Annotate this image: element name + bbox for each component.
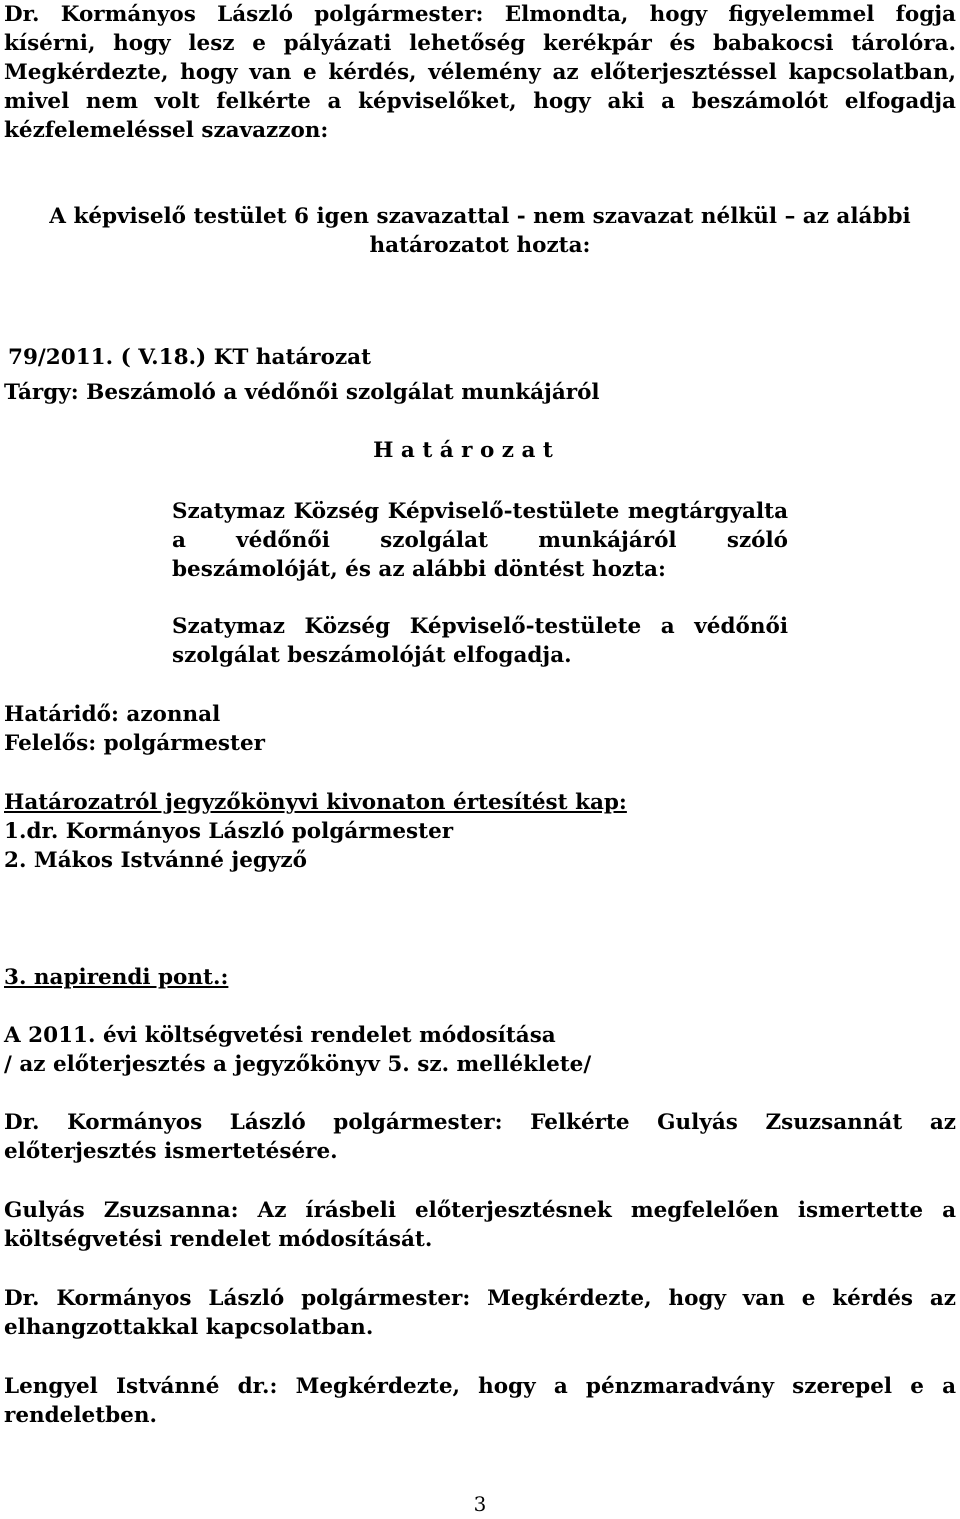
paragraph xyxy=(4,1372,956,1430)
vote-result xyxy=(4,202,956,260)
paragraph-line: rendeletben. xyxy=(4,1403,157,1428)
notify-heading-text: Határozatról jegyzőkönyvi kivonaton értesítést kap: xyxy=(4,790,627,815)
vote-line-1: A képviselő testület 6 igen szavazattal - nem szavazat nélkül – az alábbi xyxy=(49,204,911,229)
agenda-label-text: 3. napirendi pont.: xyxy=(4,965,229,990)
agenda-title: A 2011. évi költségvetési rendelet módosítása xyxy=(4,1023,556,1048)
resolution-paragraph-1 xyxy=(172,497,788,584)
intro-paragraph xyxy=(4,0,956,145)
notify-item: 2. Mákos Istvánné jegyző xyxy=(4,848,307,873)
resolution-line: beszámolóját, és az alábbi döntést hozta: xyxy=(172,557,666,582)
notify-heading xyxy=(4,788,956,817)
intro-line: kísérni, hogy lesz e pályázati lehetőség kerékpár és babakocsi tárolóra. xyxy=(4,31,956,56)
responsible: Felelős: polgármester xyxy=(4,731,265,756)
resolution-paragraph-2 xyxy=(172,612,788,670)
intro-line: kézfelemeléssel szavazzon: xyxy=(4,118,329,143)
intro-line: mivel nem volt felkérte a képviselőket, hogy aki a beszámolót elfogadja xyxy=(4,89,956,114)
notify-item: 1.dr. Kormányos László polgármester xyxy=(4,819,454,844)
paragraph-line: Dr. Kormányos László polgármester: Felkérte Gulyás Zsuzsannát az xyxy=(4,1110,956,1135)
resolution-line: Szatymaz Község Képviselő-testülete a védőnői xyxy=(172,614,788,639)
resolution-line: Szatymaz Község Képviselő-testülete megtárgyalta xyxy=(172,499,788,524)
intro-line: Dr. Kormányos László polgármester: Elmondta, hogy figyelemmel fogja xyxy=(4,2,956,27)
page-number: 3 xyxy=(473,1492,487,1516)
paragraph xyxy=(4,1284,956,1342)
deadline: Határidő: azonnal xyxy=(4,702,221,727)
resolution-number: 79/2011. ( V.18.) KT határozat xyxy=(8,345,372,370)
paragraph xyxy=(4,1196,956,1254)
paragraph-line: Dr. Kormányos László polgármester: Megkérdezte, hogy van e kérdés az xyxy=(4,1286,956,1311)
resolution-heading: H a t á r o z a t xyxy=(373,438,553,463)
paragraph-line: elhangzottakkal kapcsolatban. xyxy=(4,1315,374,1340)
resolution-line: szolgálat beszámolóját elfogadja. xyxy=(172,643,572,668)
paragraph-line: költségvetési rendelet módosítását. xyxy=(4,1227,433,1252)
vote-line-2: határozatot hozta: xyxy=(369,233,591,258)
intro-line: Megkérdezte, hogy van e kérdés, vélemény az előterjesztéssel kapcsolatban, xyxy=(4,60,956,85)
resolution-subject: Tárgy: Beszámoló a védőnői szolgálat munkájáról xyxy=(4,380,600,405)
resolution-line: a védőnői szolgálat munkájáról szóló xyxy=(172,528,788,553)
agenda-label xyxy=(4,963,956,992)
paragraph-line: Lengyel Istvánné dr.: Megkérdezte, hogy a pénzmaradvány szerepel e a xyxy=(4,1374,956,1399)
agenda-note: / az előterjesztés a jegyzőkönyv 5. sz. melléklete/ xyxy=(4,1052,592,1077)
paragraph-line: Gulyás Zsuzsanna: Az írásbeli előterjesztésnek megfelelően ismertette a xyxy=(4,1198,956,1223)
paragraph-line: előterjesztés ismertetésére. xyxy=(4,1139,338,1164)
paragraph xyxy=(4,1108,956,1166)
